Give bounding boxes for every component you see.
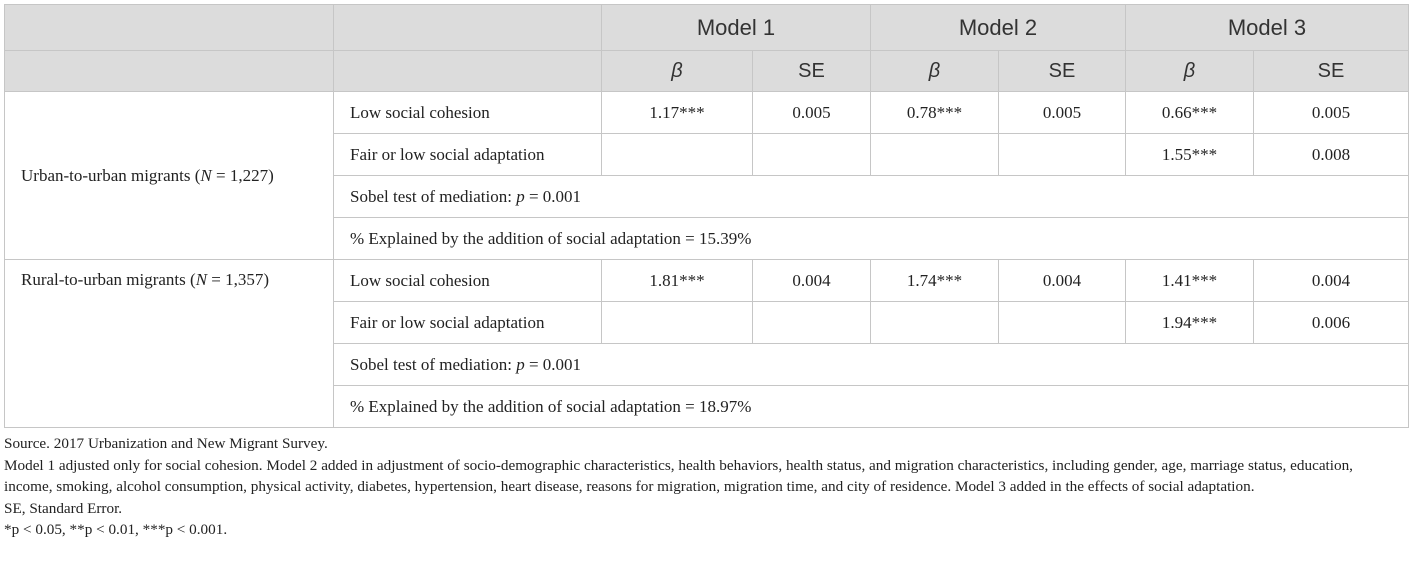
model-2-beta (871, 302, 999, 344)
variable-label: Low social cohesion (334, 260, 602, 302)
sobel-prefix: Sobel test of mediation: (350, 354, 517, 374)
n-symbol: N (195, 270, 208, 289)
header-empty-group-2 (5, 51, 334, 92)
model-3-se: 0.008 (1254, 134, 1409, 176)
model-1-beta: 1.17*** (602, 92, 753, 134)
model-1-header: Model 1 (602, 5, 871, 51)
model-2-beta (871, 134, 999, 176)
se-header: SE (999, 51, 1126, 92)
model-3-beta: 1.55*** (1126, 134, 1254, 176)
sobel-value: = 0.001 (524, 186, 582, 206)
p-symbol: p (516, 354, 525, 374)
table-row (5, 92, 1409, 134)
model-2-se (999, 302, 1126, 344)
header-empty-variable (334, 5, 602, 51)
model-2-se (999, 134, 1126, 176)
header-empty-variable-2 (334, 51, 602, 92)
sobel-prefix: Sobel test of mediation: (350, 186, 517, 206)
se-header: SE (1254, 51, 1409, 92)
model-3-se: 0.004 (1254, 260, 1409, 302)
model-1-se (753, 134, 871, 176)
model-1-beta (602, 134, 753, 176)
header-row-models (5, 5, 1409, 51)
beta-header: β (602, 51, 753, 92)
sobel-value: = 0.001 (524, 354, 582, 374)
model-3-se: 0.005 (1254, 92, 1409, 134)
se-header: SE (753, 51, 871, 92)
model-1-beta (602, 302, 753, 344)
group-label-suffix: = 1,227) (211, 165, 274, 185)
sobel-test (334, 344, 1409, 386)
model-1-beta: 1.81*** (602, 260, 753, 302)
variable-label: Fair or low social adaptation (334, 134, 602, 176)
model-3-se: 0.006 (1254, 302, 1409, 344)
se-note: SE, Standard Error. (4, 499, 123, 517)
significance-note: *p < 0.05, **p < 0.01, ***p < 0.001. (4, 521, 228, 538)
model-2-beta: 1.74*** (871, 260, 999, 302)
variable-label: Fair or low social adaptation (334, 302, 602, 344)
group-label-prefix: Rural-to-urban migrants ( (21, 270, 196, 289)
group-label-rural (5, 260, 334, 428)
header-row-stats (5, 51, 1409, 92)
n-symbol: N (200, 165, 212, 185)
model-2-se: 0.005 (999, 92, 1126, 134)
model-1-se (753, 302, 871, 344)
models-note: Model 1 adjusted only for social cohesion. Model 2 added in adjustment of socio-demographic characteristics, health behaviors, health status, and migration characteristics, including gender, age, marriage status, education, income, smoking, alcohol consumption, physical activity, diabetes, hypertension, heart disease, reasons for migration, migration time, and city of residence. Model 3 added in the effects of social adaptation. (4, 456, 1353, 495)
model-3-header: Model 3 (1126, 5, 1409, 51)
variable-label: Low social cohesion (334, 92, 602, 134)
header-empty-group (5, 5, 334, 51)
source-note: Source. 2017 Urbanization and New Migrant Survey. (4, 435, 328, 452)
table-row (5, 260, 1409, 302)
model-2-se: 0.004 (999, 260, 1126, 302)
regression-table (4, 4, 1409, 428)
model-1-se: 0.004 (753, 260, 871, 302)
explained-percent: % Explained by the addition of social adaptation = 18.97% (334, 386, 1409, 428)
p-symbol: p (516, 186, 525, 206)
sobel-test (334, 176, 1409, 218)
beta-header: β (1126, 51, 1254, 92)
model-3-beta: 0.66*** (1126, 92, 1254, 134)
model-3-beta: 1.41*** (1126, 260, 1254, 302)
explained-percent: % Explained by the addition of social adaptation = 15.39% (334, 218, 1409, 260)
beta-header: β (871, 51, 999, 92)
model-1-se: 0.005 (753, 92, 871, 134)
model-2-header: Model 2 (871, 5, 1126, 51)
model-3-beta: 1.94*** (1126, 302, 1254, 344)
table-footnotes (4, 433, 1404, 541)
group-label-prefix: Urban-to-urban migrants ( (21, 165, 201, 185)
group-label-urban (5, 92, 334, 260)
group-label-suffix: = 1,357) (207, 270, 270, 289)
model-2-beta: 0.78*** (871, 92, 999, 134)
